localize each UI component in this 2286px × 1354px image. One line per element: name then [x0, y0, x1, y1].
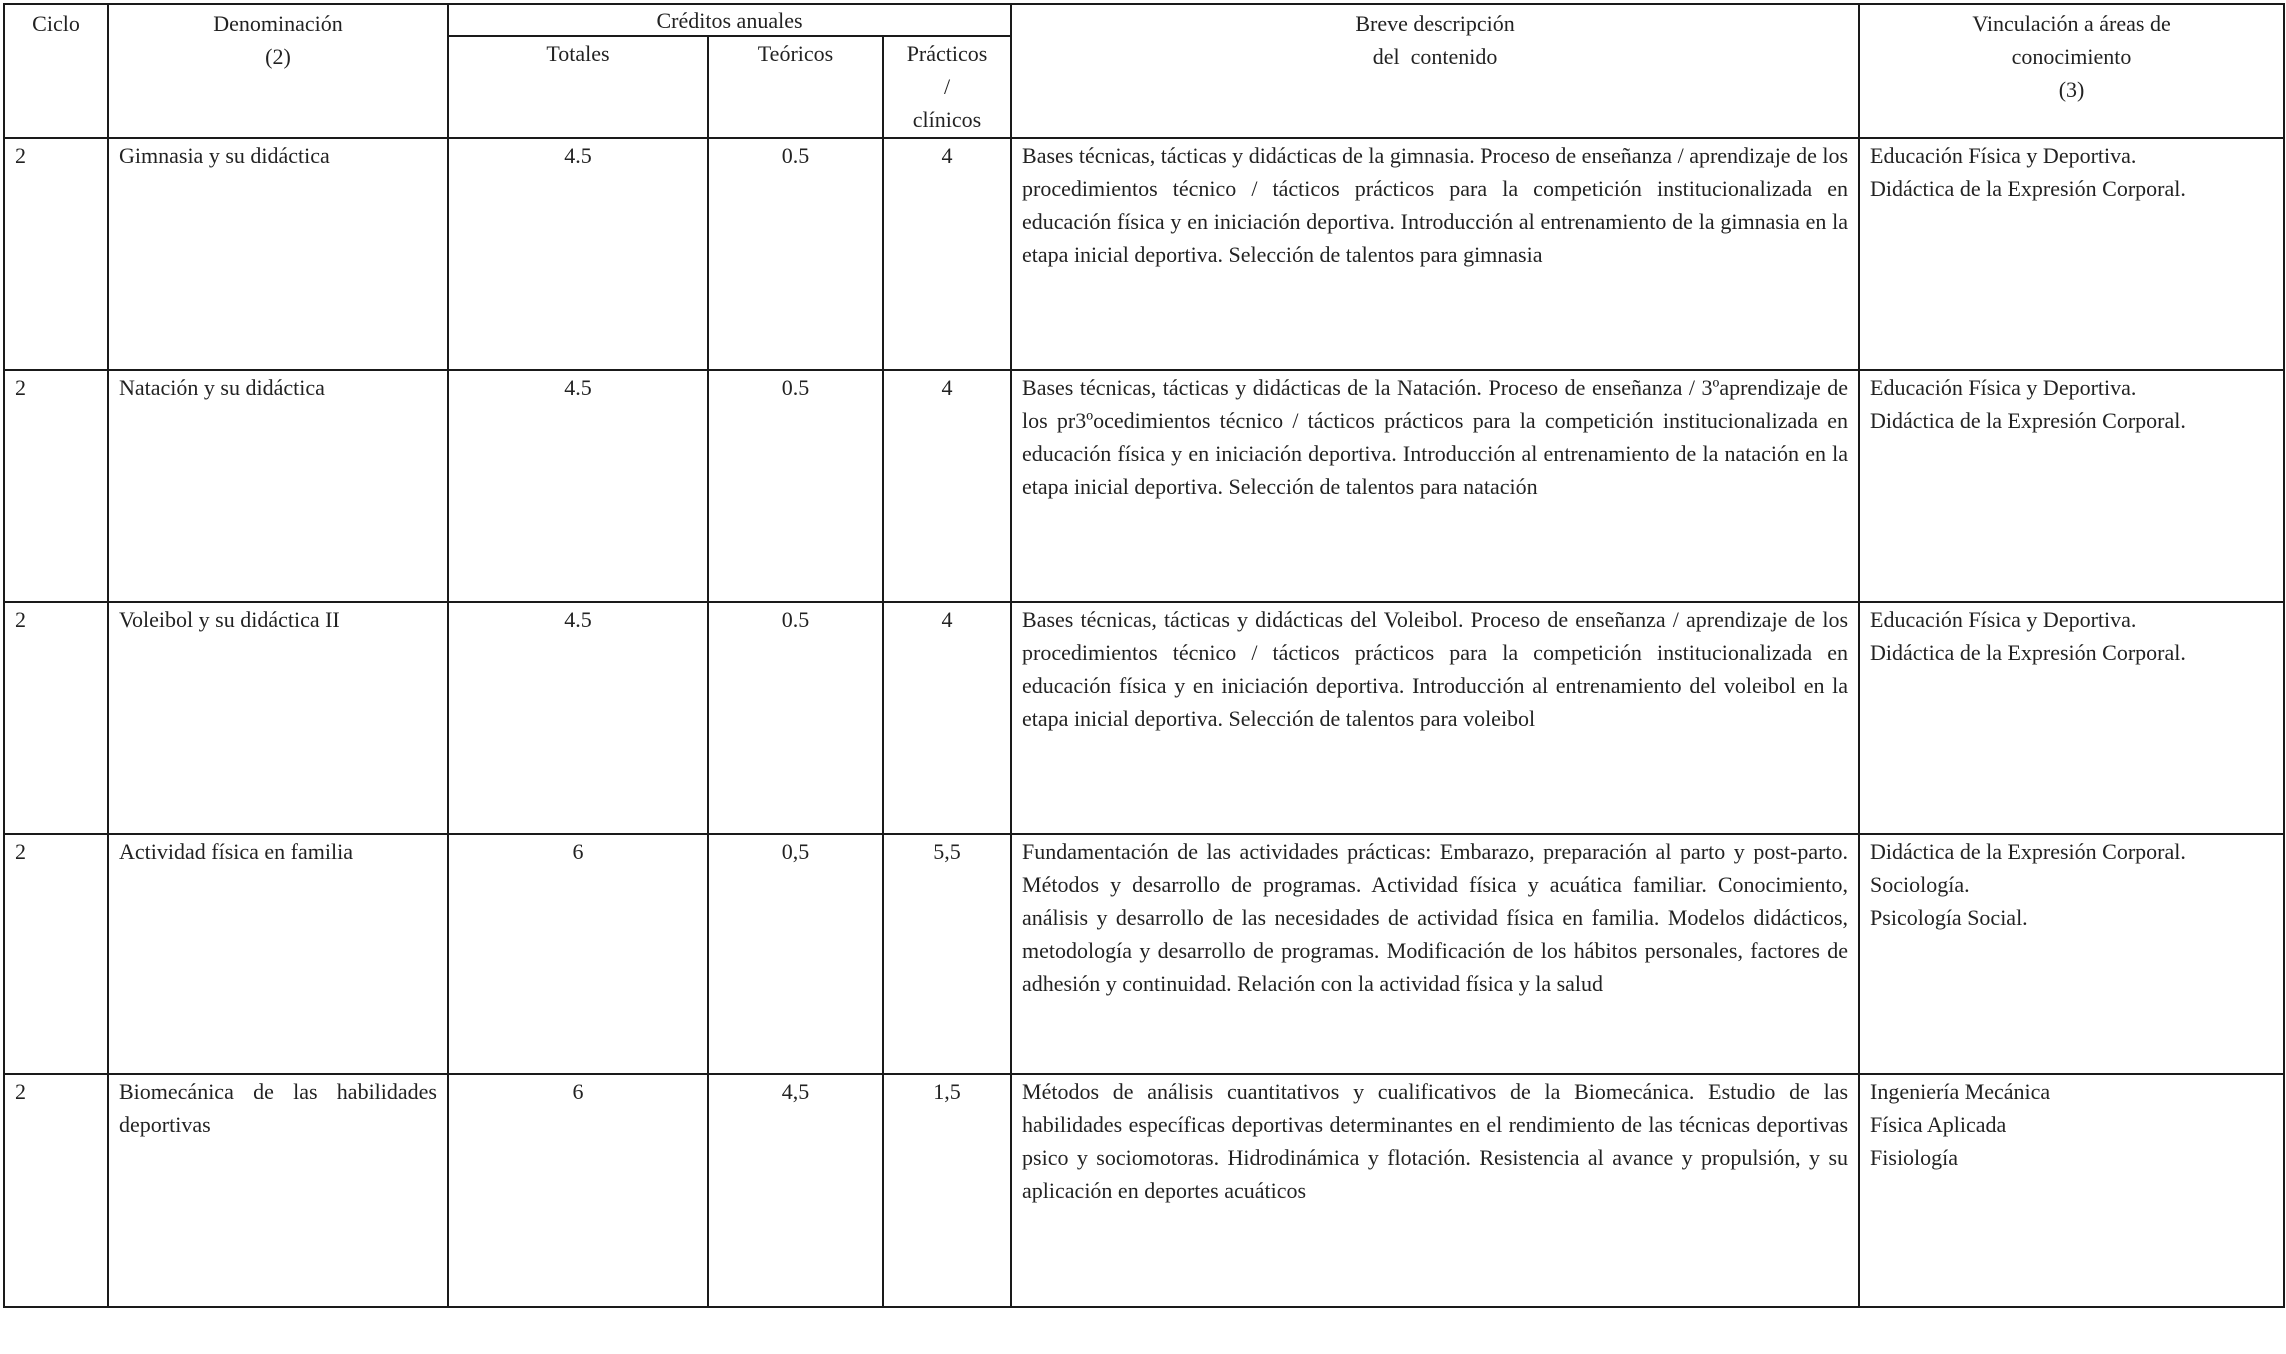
subjects-table — [3, 3, 2285, 1308]
header-practicos-line1: Prácticos — [906, 41, 988, 66]
header-denominacion — [108, 4, 448, 138]
header-practicos-line3: clínicos — [912, 107, 982, 132]
header-descripcion-line2: del contenido — [1372, 44, 1498, 69]
cell-ciclo: 2 — [4, 834, 108, 1074]
cell-practicos: 1,5 — [883, 1074, 1011, 1307]
cell-totales: 6 — [448, 1074, 708, 1307]
header-vinculacion-line3: (3) — [2058, 77, 2085, 102]
table-row — [4, 370, 2284, 602]
cell-totales: 4.5 — [448, 138, 708, 370]
table-row — [4, 834, 2284, 1074]
cell-practicos: 4 — [883, 602, 1011, 834]
table-row — [4, 1074, 2284, 1307]
header-ciclo: Ciclo — [4, 4, 108, 138]
cell-practicos: 4 — [883, 138, 1011, 370]
cell-vinculacion: Educación Física y Deportiva. Didáctica de la Expresión Corporal. — [1859, 138, 2284, 370]
header-vinculacion — [1859, 4, 2284, 138]
cell-descripcion: Bases técnicas, tácticas y didácticas del Voleibol. Proceso de enseñanza / aprendizaje de los procedimientos técnico / tácticos prácticos para la competición institucionalizada en educación física y en iniciación deportiva. Introducción al entrenamiento del voleibol en la etapa inicial deportiva. Selección de talentos para voleibol — [1011, 602, 1859, 834]
cell-teoricos: 0.5 — [708, 370, 883, 602]
curriculum-page — [3, 3, 2283, 1308]
header-practicos-line2: / — [943, 74, 951, 99]
cell-practicos: 5,5 — [883, 834, 1011, 1074]
header-descripcion — [1011, 4, 1859, 138]
cell-descripcion: Bases técnicas, tácticas y didácticas de la gimnasia. Proceso de enseñanza / aprendizaje de los procedimientos técnico / tácticos prácticos para la competición institucionalizada en educación física y en iniciación deportiva. Introducción al entrenamiento de la gimnasia en la etapa inicial deportiva. Selección de talentos para gimnasia — [1011, 138, 1859, 370]
header-teoricos: Teóricos — [708, 36, 883, 138]
cell-denominacion: Voleibol y su didáctica II — [108, 602, 448, 834]
cell-teoricos: 0,5 — [708, 834, 883, 1074]
header-vinculacion-line2: conocimiento — [2011, 44, 2132, 69]
cell-teoricos: 4,5 — [708, 1074, 883, 1307]
cell-totales: 4.5 — [448, 602, 708, 834]
cell-descripcion: Métodos de análisis cuantitativos y cualificativos de la Biomecánica. Estudio de las habilidades específicas deportivas determinantes en el rendimiento de las técnicas deportivas psico y sociomotoras. Hidrodinámica y flotación. Resistencia al avance y propulsión, y su aplicación en deportes acuáticos — [1011, 1074, 1859, 1307]
header-row — [4, 4, 2284, 36]
cell-descripcion: Bases técnicas, tácticas y didácticas de la Natación. Proceso de enseñanza / 3ºaprendizaje de los pr3ºocedimientos técnico / tácticos prácticos para la competición institucionalizada en educación física y en iniciación deportiva. Introducción al entrenamiento de la natación en la etapa inicial deportiva. Selección de talentos para natación — [1011, 370, 1859, 602]
cell-ciclo: 2 — [4, 602, 108, 834]
header-vinculacion-line1: Vinculación a áreas de — [1972, 11, 2171, 36]
cell-ciclo: 2 — [4, 1074, 108, 1307]
cell-vinculacion: Didáctica de la Expresión Corporal. Sociología. Psicología Social. — [1859, 834, 2284, 1074]
table-row — [4, 602, 2284, 834]
cell-totales: 4.5 — [448, 370, 708, 602]
cell-vinculacion: Educación Física y Deportiva. Didáctica de la Expresión Corporal. — [1859, 370, 2284, 602]
cell-ciclo: 2 — [4, 138, 108, 370]
cell-denominacion: Actividad física en familia — [108, 834, 448, 1074]
cell-practicos: 4 — [883, 370, 1011, 602]
cell-vinculacion: Educación Física y Deportiva. Didáctica de la Expresión Corporal. — [1859, 602, 2284, 834]
cell-descripcion: Fundamentación de las actividades prácticas: Embarazo, preparación al parto y post-parto. Métodos y desarrollo de programas. Actividad física y acuática familiar. Conocimiento, análisis y desarrollo de las necesidades de actividad física en familia. Modelos didácticos, metodología y desarrollo de programas. Modificación de los hábitos personales, factores de adhesión y continuidad. Relación con la actividad física y la salud — [1011, 834, 1859, 1074]
cell-vinculacion: Ingeniería Mecánica Física Aplicada Fisiología — [1859, 1074, 2284, 1307]
table-row — [4, 138, 2284, 370]
header-descripcion-line1: Breve descripción — [1355, 11, 1515, 36]
cell-ciclo: 2 — [4, 370, 108, 602]
cell-teoricos: 0.5 — [708, 138, 883, 370]
header-denominacion-label: Denominación — [213, 11, 343, 36]
header-totales: Totales — [448, 36, 708, 138]
cell-totales: 6 — [448, 834, 708, 1074]
cell-teoricos: 0.5 — [708, 602, 883, 834]
header-creditos: Créditos anuales — [448, 4, 1011, 36]
header-practicos — [883, 36, 1011, 138]
cell-denominacion: Natación y su didáctica — [108, 370, 448, 602]
header-denominacion-note: (2) — [265, 44, 291, 69]
cell-denominacion: Biomecánica de las habilidades deportivas — [108, 1074, 448, 1307]
cell-denominacion: Gimnasia y su didáctica — [108, 138, 448, 370]
